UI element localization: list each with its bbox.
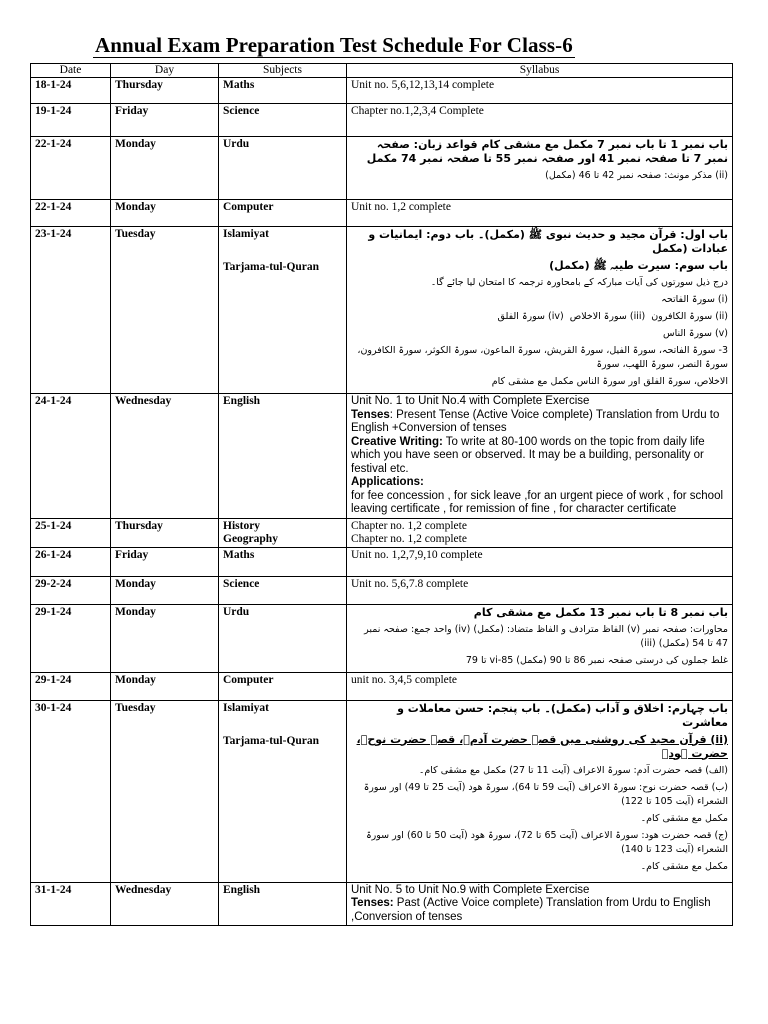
subject-cell: Urdu (219, 137, 347, 200)
day-cell: Friday (111, 547, 219, 576)
surah-item: (ii) سورۃ الکافرون (651, 311, 728, 322)
date-cell: 30-1-24 (31, 700, 111, 882)
syllabus-cell (347, 104, 733, 137)
date-cell: 26-1-24 (31, 547, 111, 576)
header-day: Day (111, 64, 219, 78)
day-cell: Wednesday (111, 882, 219, 926)
syllabus-cell (347, 78, 733, 104)
syllabus-line: الاخلاص، سورۃ الفلق اور سورۃ الناس مکمل مع مشقی کام (491, 376, 728, 387)
syllabus-cell (347, 882, 733, 926)
syllabus-line: Unit No. 1 to Unit No.4 with Complete Exercise (351, 395, 590, 407)
day-cell: Friday (111, 104, 219, 137)
syllabus-cell (347, 576, 733, 604)
subject-name: Geography (223, 532, 278, 545)
day-cell: Monday (111, 604, 219, 672)
date-cell: 25-1-24 (31, 518, 111, 547)
table-row (31, 604, 733, 672)
table-row (31, 137, 733, 200)
syllabus-line: (ii) مذکر مونث: صفحہ نمبر 42 تا 46 (مکمل) (545, 170, 728, 181)
table-row (31, 700, 733, 882)
table-row (31, 518, 733, 547)
syllabus-cell (347, 700, 733, 882)
syllabus-line: باب چہارم: اخلاق و آداب (مکمل)۔ باب پنجم: حسن معاملات و معاشرت (397, 701, 728, 729)
syllabus-line: (ii) قرآن مجید کی روشنی میں قصہ حضرت آدمؑ، قصہ حضرت نوحؑ، حضرت ہودؑ (356, 732, 728, 760)
label-applications: Applications: (351, 476, 424, 488)
header-syllabus: Syllabus (347, 64, 733, 78)
syllabus-line: (i) سورۃ الفاتحہ (661, 294, 728, 305)
syllabus-cell (347, 200, 733, 227)
date-cell: 31-1-24 (31, 882, 111, 926)
syllabus-line: درج ذیل سورتوں کی آیات مبارکہ کے بامحاورہ ترجمہ کا امتحان لیا جائے گا۔ (430, 277, 728, 288)
syllabus-cell (347, 672, 733, 700)
subject-name: Tarjama-tul-Quran (223, 734, 320, 747)
table-row (31, 394, 733, 519)
syllabus-text: Unit no. 1,2 complete (351, 201, 451, 213)
label-tenses: Tenses: (351, 897, 394, 909)
surah-list (351, 310, 728, 324)
date-cell: 29-1-24 (31, 672, 111, 700)
table-row (31, 227, 733, 394)
date-cell: 29-2-24 (31, 576, 111, 604)
date-cell: 22-1-24 (31, 200, 111, 227)
syllabus-text: Unit no. 1,2,7,9,10 complete (351, 548, 483, 561)
syllabus-line: باب نمبر 8 تا باب نمبر 13 مکمل مع مشقی کام (473, 605, 728, 619)
label-creative-writing: Creative Writing: (351, 435, 443, 448)
table-row (31, 78, 733, 104)
subject-name: Tarjama-tul-Quran (223, 261, 320, 273)
date-cell: 24-1-24 (31, 394, 111, 519)
header-subjects: Subjects (219, 64, 347, 78)
subject-name: History (223, 519, 261, 532)
subject-cell (219, 700, 347, 882)
subject-cell: Science (219, 576, 347, 604)
syllabus-cell (347, 394, 733, 519)
syllabus-text: Chapter no.1,2,3,4 Complete (351, 105, 484, 117)
day-cell: Tuesday (111, 227, 219, 394)
date-cell: 18-1-24 (31, 78, 111, 104)
syllabus-line: باب نمبر 1 تا باب نمبر 7 مکمل مع مشقی کام قواعد زبان: صفحہ نمبر 7 تا صفحہ نمبر 41 اور صفحہ نمبر 55 تا صفحہ نمبر 74 مکمل (366, 138, 728, 165)
syllabus-cell (347, 227, 733, 394)
syllabus-line: (v) سورۃ الناس (662, 328, 728, 339)
page-title: Annual Exam Preparation Test Schedule For Class-6 (95, 33, 573, 57)
table-row (31, 672, 733, 700)
date-cell: 19-1-24 (31, 104, 111, 137)
subject-cell: Science (219, 104, 347, 137)
syllabus-line: Unit No. 5 to Unit No.9 with Complete Exercise (351, 883, 590, 896)
subject-cell: Maths (219, 78, 347, 104)
syllabus-line (351, 409, 728, 436)
day-cell: Tuesday (111, 700, 219, 882)
syllabus-line: Chapter no. 1,2 complete (351, 532, 467, 545)
date-cell: 23-1-24 (31, 227, 111, 394)
surah-item: (iii) سورۃ الاخلاص (569, 311, 646, 322)
syllabus-cell (347, 547, 733, 576)
creative-writing-text: To write at 80-100 words on the topic from daily life which you have seen or observed. It may be a building, personality or festival etc. (351, 435, 705, 475)
day-cell: Monday (111, 200, 219, 227)
syllabus-line: غلط جملوں کی درستی صفحہ نمبر 86 تا 90 (مکمل) vi-85 تا 79 (465, 654, 728, 666)
day-cell: Wednesday (111, 394, 219, 519)
table-row (31, 882, 733, 926)
label-tenses: Tenses (351, 408, 390, 421)
syllabus-line: for fee concession , for sick leave ,for an urgent piece of work , for school leaving certificate , for remission of fine , for character certificate (351, 489, 724, 515)
subject-cell: Urdu (219, 604, 347, 672)
subject-cell: Maths (219, 547, 347, 576)
day-cell: Monday (111, 137, 219, 200)
syllabus-text: Unit no. 5,6,12,13,14 complete (351, 79, 495, 91)
subject-name: Islamiyat (223, 701, 269, 714)
day-cell: Monday (111, 576, 219, 604)
syllabus-line: (ب) قصہ حضرت نوح: سورۃ الاعراف (آیت 59 تا 64)، سورۃ ھود (آیت 25 تا 49) اور سورۃ الشعراء (آیت 105 تا 122) (363, 781, 728, 807)
header-date: Date (31, 64, 111, 78)
syllabus-cell (347, 137, 733, 200)
syllabus-cell (347, 604, 733, 672)
syllabus-line: (الف) قصہ حضرت آدم: سورۃ الاعراف (آیت 11 تا 27) مکمل مع مشقی کام۔ (418, 764, 728, 776)
subject-cell: Computer (219, 200, 347, 227)
syllabus-line: باب اول: قرآن مجید و حدیث نبوی ﷺ (مکمل)۔ باب دوم: ایمانیات و عبادات (مکمل (368, 228, 728, 255)
header-row (31, 64, 733, 78)
syllabus-line: Chapter no. 1,2 complete (351, 519, 467, 532)
subject-cell (219, 518, 347, 547)
subject-cell: English (219, 394, 347, 519)
date-cell: 29-1-24 (31, 604, 111, 672)
syllabus-line: مکمل مع مشقی کام۔ (640, 860, 728, 872)
syllabus-cell (347, 518, 733, 547)
syllabus-line (351, 897, 728, 924)
syllabus-text: Unit no. 5,6,7.8 complete (351, 577, 469, 590)
subject-cell: English (219, 882, 347, 926)
tenses-text: : Present Tense (Active Voice complete) Translation from Urdu to English +Conversion of tenses (351, 408, 720, 434)
tenses-text: Past (Active Voice complete) Translation from Urdu to English ,Conversion of tenses (351, 897, 711, 923)
syllabus-line: (ج) قصہ حضرت ھود: سورۃ الاعراف (آیت 65 تا 72)، سورۃ ھود (آیت 50 تا 60) اور سورۃ الشعراء (آیت 123 تا 140) (366, 829, 728, 855)
table-row (31, 200, 733, 227)
date-cell: 22-1-24 (31, 137, 111, 200)
day-cell: Thursday (111, 78, 219, 104)
syllabus-line: محاورات: صفحہ نمبر (v) الفاظ مترادف و الفاظ متضاد: (مکمل) (iv) واحد جمع: صفحہ نمبر 47 تا 54 (مکمل) (iii) (364, 623, 728, 649)
subject-cell: Computer (219, 672, 347, 700)
syllabus-line: باب سوم: سیرت طیبہ ﷺ (مکمل) (549, 259, 728, 272)
table-row (31, 576, 733, 604)
day-cell: Monday (111, 672, 219, 700)
syllabus-line: مکمل مع مشقی کام۔ (640, 812, 728, 824)
subject-name: Islamiyat (223, 228, 269, 240)
subject-cell (219, 227, 347, 394)
syllabus-line: 3- سورۃ الفاتحہ، سورۃ الفیل، سورۃ القریش، سورۃ الماعون، سورۃ الکوثر، سورۃ الکافرون، سورۃ النصر، سورۃ اللھب، سورۃ (357, 345, 728, 370)
syllabus-line (351, 436, 728, 477)
table-row (31, 547, 733, 576)
day-cell: Thursday (111, 518, 219, 547)
syllabus-text: unit no. 3,4,5 complete (351, 673, 458, 686)
table-row (31, 104, 733, 137)
surah-item: (iv) سورۃ الفلق (497, 311, 564, 322)
schedule-table (30, 63, 733, 926)
